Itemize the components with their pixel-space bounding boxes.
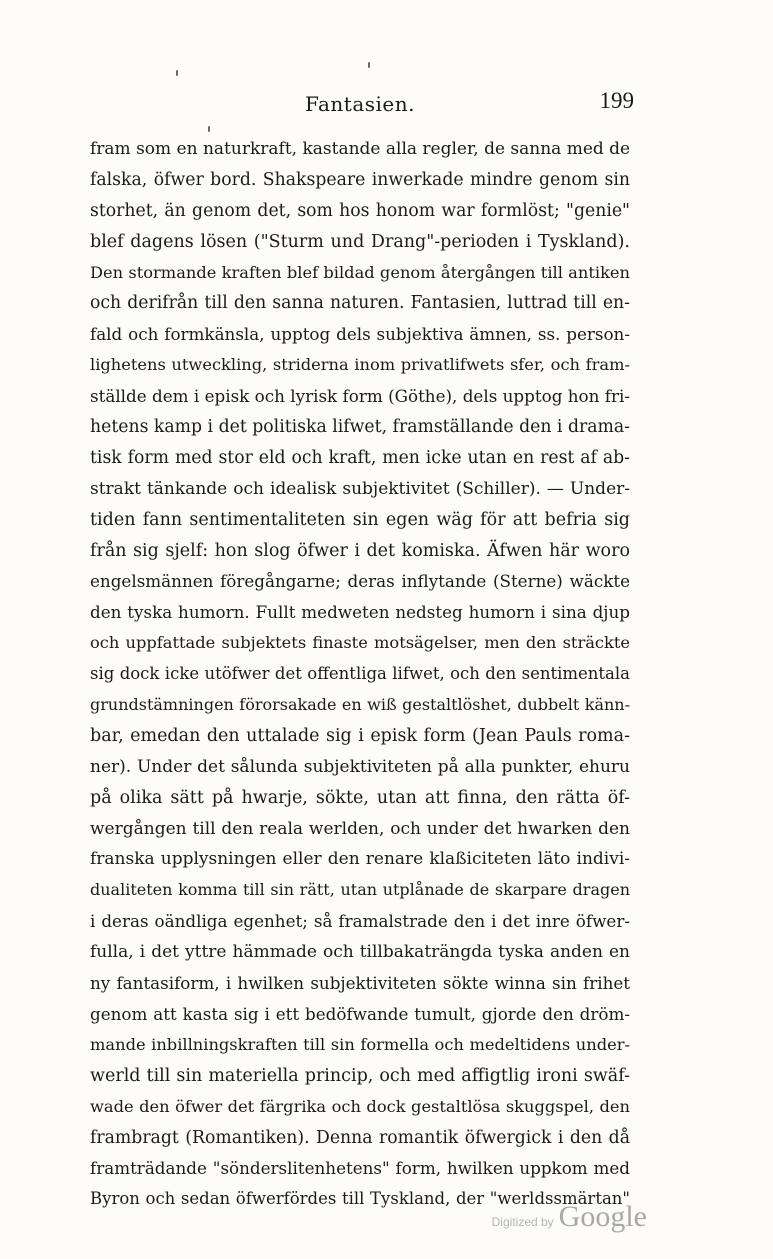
text-line: engelsmännen föregångarne; deras inflytande (Sterne) wäckte bbox=[90, 571, 630, 592]
text-line: och derifrån till den sanna naturen. Fantasien, luttrad till en- bbox=[90, 293, 630, 314]
text-line: tiden fann sentimentaliteten sin egen wäg för att befria sig bbox=[90, 509, 630, 530]
ink-speck bbox=[208, 126, 210, 132]
text-line: tisk form med stor eld och kraft, men icke utan en rest af ab- bbox=[90, 447, 630, 468]
ink-speck bbox=[176, 70, 178, 76]
text-line: hetens kamp i det politiska lifwet, framställande den i drama- bbox=[90, 417, 630, 438]
text-line: ner). Under det sålunda subjektiviteten på alla punkter, ehuru bbox=[90, 756, 630, 777]
text-line: bar, emedan den uttalade sig i episk form (Jean Pauls roma- bbox=[90, 725, 630, 746]
text-line: fald och formkänsla, upptog dels subjektiva ämnen, ss. person- bbox=[90, 324, 630, 345]
text-line: grundstämningen förorsakade en wiß gestaltlöshet, dubbelt känn- bbox=[90, 695, 630, 715]
text-line: Den stormande kraften blef bildad genom återgången till antiken bbox=[90, 262, 630, 282]
text-line: från sig sjelf: hon slog öfwer i det komiska. Äfwen här woro bbox=[90, 540, 630, 561]
watermark-logo: Google bbox=[558, 1200, 647, 1233]
text-line: genom att kasta sig i ett bedöfwande tumult, gjorde den dröm- bbox=[90, 1003, 630, 1024]
text-line: på olika sätt på hwarje, sökte, utan att finna, den rätta öf- bbox=[90, 787, 630, 808]
text-line: lighetens utweckling, striderna inom privatlifwets sfer, och fram- bbox=[90, 355, 630, 375]
text-line: och uppfattade subjektets finaste motsägelser, men den sträckte bbox=[90, 633, 630, 653]
watermark-label: Digitized by bbox=[491, 1215, 554, 1229]
text-line: strakt tänkande och idealisk subjektivitet (Schiller). — Under- bbox=[90, 478, 630, 499]
text-line: Byron och sedan öfwerfördes till Tyskland, der "werldssmärtan" bbox=[90, 1189, 630, 1209]
page-title: Fantasien. bbox=[304, 92, 416, 116]
page-number: 199 bbox=[599, 88, 634, 113]
text-line: sig dock icke utöfwer det offentliga lifwet, och den sentimentala bbox=[90, 664, 630, 684]
text-line: werld till sin materiella princip, och med affigtlig ironi swäf- bbox=[90, 1065, 630, 1086]
text-line: storhet, än genom det, som hos honom war formlöst; "genie" bbox=[90, 200, 630, 221]
text-line: wade den öfwer det färgrika och dock gestaltlösa skuggspel, den bbox=[90, 1096, 630, 1116]
text-line: franska upplysningen eller den renare klaßiciteten läto indivi- bbox=[90, 849, 630, 870]
text-line: fram som en naturkraft, kastande alla regler, de sanna med de bbox=[90, 139, 630, 159]
ink-speck bbox=[368, 62, 370, 68]
text-line: den tyska humorn. Fullt medweten nedsteg humorn i sina djup bbox=[90, 602, 630, 623]
text-line: dualiteten komma till sin rätt, utan utplånade de skarpare dragen bbox=[90, 880, 630, 900]
text-line: mande inbillningskraften till sin formella och medeltidens under- bbox=[90, 1034, 630, 1054]
digitization-watermark bbox=[492, 1200, 647, 1240]
text-line: fulla, i det yttre hämmade och tillbakaträngda tyska anden en bbox=[90, 942, 630, 963]
text-line: wergången till den reala werlden, och under det hwarken den bbox=[90, 818, 630, 839]
text-line: blef dagens lösen ("Sturm und Drang"-perioden i Tyskland). bbox=[90, 231, 630, 252]
text-line: ny fantasiform, i hwilken subjektiviteten sökte winna sin frihet bbox=[90, 973, 630, 994]
text-line: falska, öfwer bord. Shakspeare inwerkade mindre genom sin bbox=[90, 169, 630, 190]
running-head bbox=[90, 88, 634, 122]
body-text bbox=[90, 134, 630, 1215]
text-line: ställde dem i episk och lyrisk form (Göthe), dels upptog hon fri- bbox=[90, 386, 630, 407]
text-line: i deras oändliga egenhet; så framalstrade den i det inre öfwer- bbox=[90, 911, 630, 932]
text-line: framträdande "sönderslitenhetens" form, hwilken uppkom med bbox=[90, 1158, 630, 1179]
text-line: frambragt (Romantiken). Denna romantik öfwergick i den då bbox=[90, 1127, 630, 1148]
